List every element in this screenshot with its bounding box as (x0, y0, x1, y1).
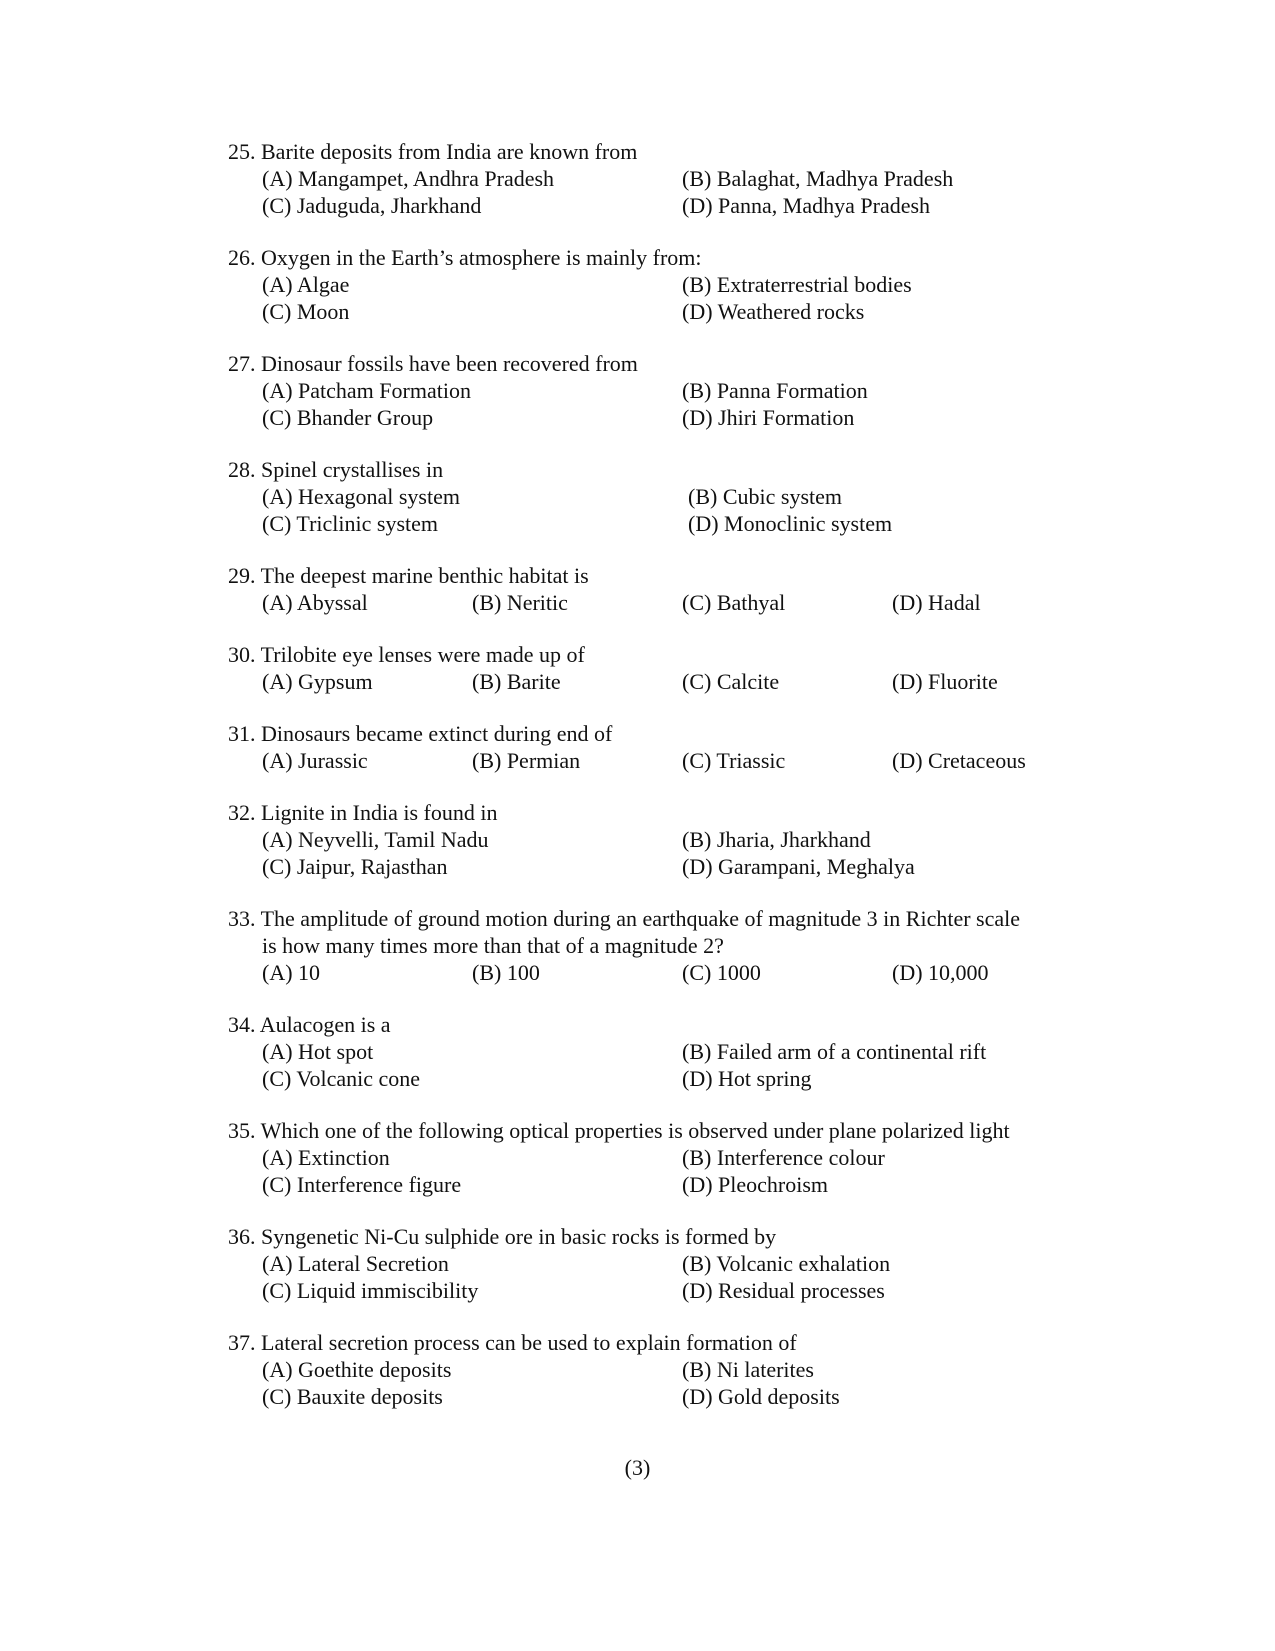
option-b: (B) Balaghat, Madhya Pradesh (682, 166, 954, 191)
option-c: (C) Jaduguda, Jharkhand (262, 193, 482, 218)
question-stem: 27. Dinosaur fossils have been recovered from (228, 351, 638, 376)
options-row (228, 404, 1088, 431)
option-c: (C) Triassic (682, 748, 786, 773)
options-row (228, 853, 1088, 880)
option-c: (C) 1000 (682, 960, 761, 985)
question-28 (228, 456, 1088, 537)
options-row (228, 271, 1088, 298)
option-a: (A) Hot spot (262, 1039, 374, 1064)
question-26 (228, 244, 1088, 325)
option-c: (C) Liquid immiscibility (262, 1278, 479, 1303)
question-stem: 29. The deepest marine benthic habitat is (228, 563, 589, 588)
option-a: (A) Abyssal (262, 590, 368, 615)
options-row (228, 510, 1088, 537)
option-b: (B) Failed arm of a continental rift (682, 1039, 987, 1064)
option-d: (D) 10,000 (892, 960, 989, 985)
options-row (228, 483, 1088, 510)
option-a: (A) Lateral Secretion (262, 1251, 449, 1276)
options-row (228, 1356, 1088, 1383)
option-b: (B) Neritic (472, 590, 568, 615)
question-stem: 30. Trilobite eye lenses were made up of (228, 642, 585, 667)
option-d: (D) Fluorite (892, 669, 998, 694)
option-a: (A) Mangampet, Andhra Pradesh (262, 166, 555, 191)
option-b: (B) Permian (472, 748, 581, 773)
option-a: (A) Algae (262, 272, 350, 297)
option-d: (D) Gold deposits (682, 1384, 840, 1409)
options-row (228, 1144, 1088, 1171)
option-c: (C) Moon (262, 299, 350, 324)
option-b: (B) Jharia, Jharkhand (682, 827, 871, 852)
question-30 (228, 641, 1088, 695)
question-stem: 25. Barite deposits from India are known from (228, 139, 638, 164)
option-d: (D) Hadal (892, 590, 981, 615)
option-b: (B) Interference colour (682, 1145, 885, 1170)
option-b: (B) Volcanic exhalation (682, 1251, 891, 1276)
options-row (228, 165, 1088, 192)
option-c: (C) Bauxite deposits (262, 1384, 443, 1409)
option-c: (C) Volcanic cone (262, 1066, 421, 1091)
question-31 (228, 720, 1088, 774)
option-c: (C) Bathyal (682, 590, 786, 615)
option-d: (D) Residual processes (682, 1278, 885, 1303)
option-c: (C) Jaipur, Rajasthan (262, 854, 448, 879)
question-25 (228, 138, 1088, 219)
option-b: (B) Ni laterites (682, 1357, 814, 1382)
question-33 (228, 905, 1088, 986)
options-row (228, 1171, 1088, 1198)
option-a: (A) Goethite deposits (262, 1357, 452, 1382)
option-a: (A) Extinction (262, 1145, 390, 1170)
option-c: (C) Bhander Group (262, 405, 434, 430)
options-row (228, 1250, 1088, 1277)
option-c: (C) Interference figure (262, 1172, 462, 1197)
question-stem: 28. Spinel crystallises in (228, 457, 444, 482)
question-29 (228, 562, 1088, 616)
option-b: (B) Extraterrestrial bodies (682, 272, 912, 297)
options-row (228, 377, 1088, 404)
question-stem-continuation: is how many times more than that of a magnitude 2? (262, 933, 724, 958)
option-c: (C) Calcite (682, 669, 780, 694)
option-b: (B) Panna Formation (682, 378, 868, 403)
option-a: (A) Patcham Formation (262, 378, 471, 403)
question-36 (228, 1223, 1088, 1304)
option-a: (A) Jurassic (262, 748, 368, 773)
question-32 (228, 799, 1088, 880)
question-stem: 31. Dinosaurs became extinct during end of (228, 721, 613, 746)
option-a: (A) Hexagonal system (262, 484, 460, 509)
question-stem: 34. Aulacogen is a (228, 1012, 391, 1037)
option-b: (B) Barite (472, 669, 561, 694)
option-d: (D) Jhiri Formation (682, 405, 855, 430)
options-row (228, 668, 1088, 695)
option-d: (D) Monoclinic system (688, 511, 893, 536)
option-c: (C) Triclinic system (262, 511, 439, 536)
options-row (228, 1065, 1088, 1092)
page-number: (3) (624, 1455, 651, 1480)
question-35 (228, 1117, 1088, 1198)
options-row (228, 589, 1088, 616)
option-a: (A) Neyvelli, Tamil Nadu (262, 827, 489, 852)
option-b: (B) Cubic system (688, 484, 842, 509)
options-row (228, 1383, 1088, 1410)
option-d: (D) Garampani, Meghalya (682, 854, 915, 879)
option-d: (D) Cretaceous (892, 748, 1026, 773)
question-34 (228, 1011, 1088, 1092)
option-a: (A) Gypsum (262, 669, 373, 694)
options-row (228, 959, 1088, 986)
option-b: (B) 100 (472, 960, 540, 985)
options-row (228, 298, 1088, 325)
question-stem: 33. The amplitude of ground motion during an earthquake of magnitude 3 in Richter scale (228, 906, 1020, 931)
question-stem: 32. Lignite in India is found in (228, 800, 498, 825)
question-stem: 35. Which one of the following optical properties is observed under plane polarized light (228, 1118, 1010, 1143)
question-stem: 26. Oxygen in the Earth’s atmosphere is mainly from: (228, 245, 702, 270)
option-a: (A) 10 (262, 960, 321, 985)
options-row (228, 192, 1088, 219)
question-stem: 37. Lateral secretion process can be used to explain formation of (228, 1330, 797, 1355)
option-d: (D) Weathered rocks (682, 299, 865, 324)
option-d: (D) Panna, Madhya Pradesh (682, 193, 931, 218)
option-d: (D) Hot spring (682, 1066, 812, 1091)
options-row (228, 1277, 1088, 1304)
question-37 (228, 1329, 1088, 1410)
question-27 (228, 350, 1088, 431)
question-stem: 36. Syngenetic Ni-Cu sulphide ore in basic rocks is formed by (228, 1224, 777, 1249)
options-row (228, 1038, 1088, 1065)
options-row (228, 826, 1088, 853)
option-d: (D) Pleochroism (682, 1172, 829, 1197)
options-row (228, 747, 1088, 774)
